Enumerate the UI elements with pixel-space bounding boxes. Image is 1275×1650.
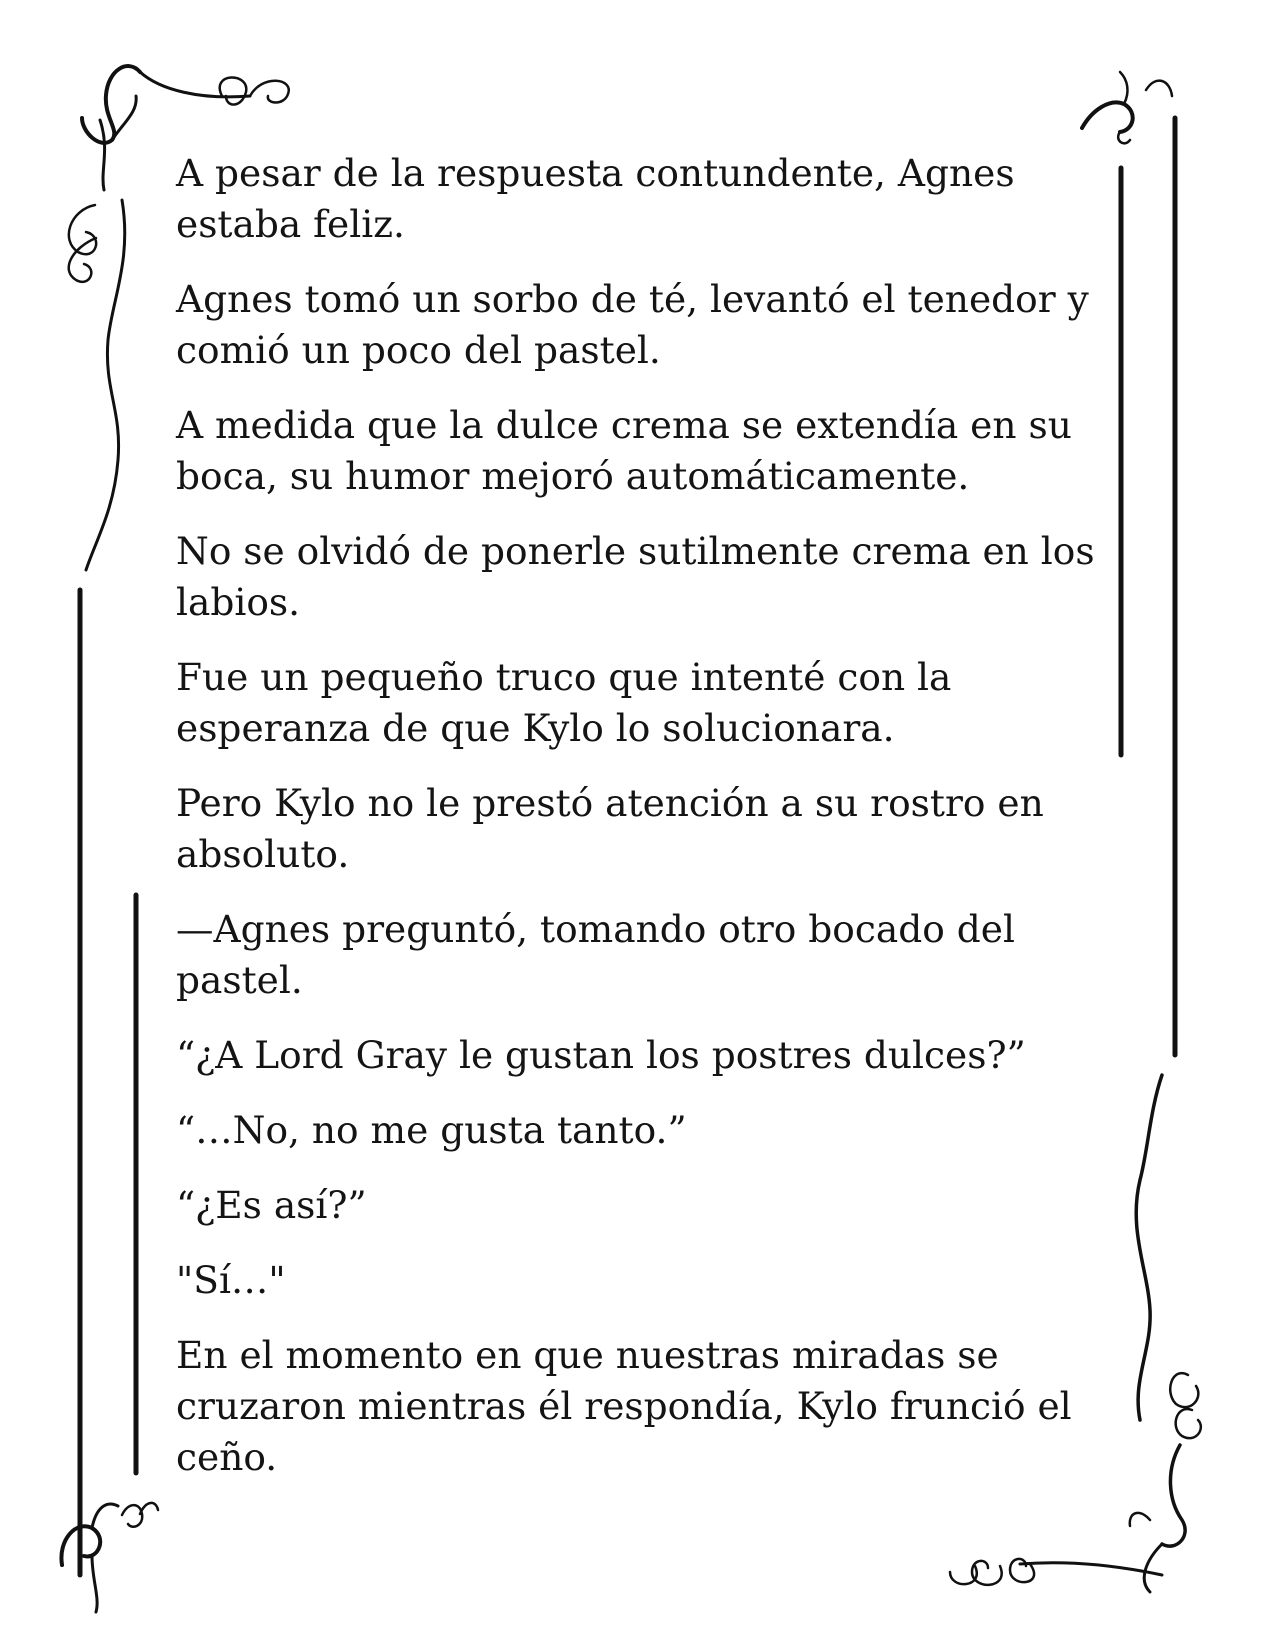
paragraph: A pesar de la respuesta contundente, Agnes estaba feliz. — [176, 151, 1015, 246]
paragraph: A medida que la dulce crema se extendía en su boca, su humor mejoró automáticamente. — [176, 403, 1072, 498]
paragraph: Agnes tomó un sorbo de té, levantó el tenedor y comió un poco del pastel. — [176, 277, 1089, 372]
dialogue-line: “…No, no me gusta tanto.” — [176, 1108, 687, 1152]
paragraph: —Agnes preguntó, tomando otro bocado del pastel. — [176, 907, 1015, 1002]
flourish-bottom-left-icon — [61, 1503, 158, 1612]
paragraph: No se olvidó de ponerle sutilmente crema en los labios. — [176, 529, 1095, 624]
paragraph: Fue un pequeño truco que intenté con la esperanza de que Kylo lo solucionara. — [176, 655, 952, 750]
paragraph: En el momento en que nuestras miradas se cruzaron mientras él respondía, Kylo frunció el ceño. — [176, 1333, 1072, 1479]
dialogue-line: “¿Es así?” — [176, 1183, 367, 1227]
story-text — [176, 148, 1106, 1507]
dialogue-line: “¿A Lord Gray le gustan los postres dulces?” — [176, 1033, 1026, 1077]
dialogue-line: "Sí…" — [176, 1258, 286, 1302]
paragraph: Pero Kylo no le prestó atención a su rostro en absoluto. — [176, 781, 1044, 876]
